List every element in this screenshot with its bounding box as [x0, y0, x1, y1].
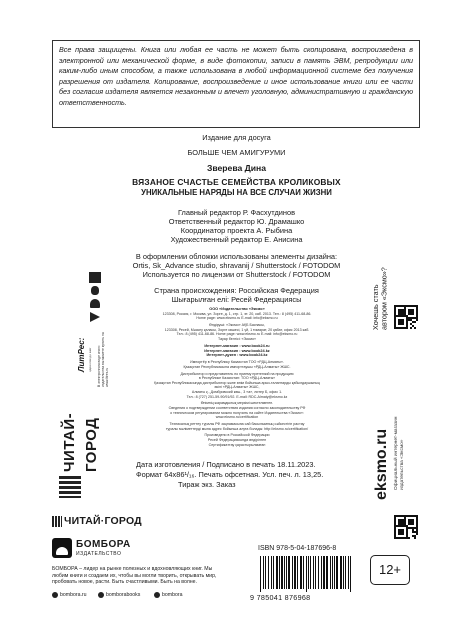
barcode-bar: [326, 556, 328, 589]
barcode-bar: [340, 556, 342, 589]
print-info: [136, 460, 376, 490]
author-call: Хочешь стать автором «Эксмо»?: [371, 267, 389, 330]
bombora-emblem-icon: [52, 538, 72, 558]
print-run: Тираж экз. Заказ: [178, 480, 236, 489]
barcode-bar: [281, 556, 283, 589]
age-rating-badge: 12+: [370, 555, 410, 585]
chitai-gorod-emblem-icon: [52, 516, 62, 527]
barcode-bar: [343, 556, 344, 589]
bombora-logo: [52, 537, 172, 561]
windows-icon: [89, 272, 101, 283]
origin-line: Страна происхождения: Российская Федерация: [154, 286, 319, 295]
editor-line: Главный редактор Р. Фасхутдинов: [177, 208, 296, 217]
fine-print-line: Қазақстан Республикасында дистрибьютор және өнім бойынша арыз-талаптарды қабылдаушының: [154, 380, 320, 385]
fine-print-line: Импортёр в Республику Казахстан ТОО «РДЦ-Алматы».: [190, 360, 284, 365]
telegram-icon: [154, 592, 160, 598]
fine-print-line: Ресей Федерациясында өндірілген: [207, 437, 267, 442]
barcode-bar: [345, 556, 346, 589]
publisher-fine-print: [120, 307, 354, 447]
origin-line: Шығарылған елі: Ресей Федерациясы: [171, 295, 302, 304]
barcode-bar: [284, 556, 285, 589]
barcode-bar: [334, 556, 335, 589]
fine-print-line: Home page: www.eksmo.ru E-mail: info@eksmo.ru: [196, 316, 278, 321]
fine-print-line: Интернет-магазин : www.book24.ru: [204, 343, 270, 348]
rights-notice: Все права защищены. Книга или любая ее часть не может быть скопирована, воспроизведена в электронной или механической форме, в виде фотокопии, записи в память ЭВМ, репродукции или каким-либо иным способом, а также использована в любой информационной системе без получения разрешения от издателя. Копирование, воспроизведение и иное использование книги или ее части без согласия издателя является незаконным и влечет уголовную, административную и гражданскую ответственность.: [52, 40, 420, 128]
credit-line: Используется по лицензии от Shutterstock / FOTODOM: [142, 270, 331, 279]
fine-print-line: Өнімнің жарамдылық мерзімі шектелмеген.: [200, 401, 274, 406]
barcode-bar: [260, 556, 261, 592]
book-subtitle: УНИКАЛЬНЫЕ НАРЯДЫ НА ВСЕ СЛУЧАИ ЖИЗНИ: [141, 188, 332, 197]
apple-icon: [91, 286, 99, 295]
barcode-bar: [350, 556, 351, 592]
barcode-bar: [313, 556, 314, 589]
barcode-bar: [271, 556, 272, 589]
editor-line: Ответственный редактор Ю. Драмашко: [168, 217, 305, 226]
web-icon: [52, 592, 58, 598]
barcode-bar: [292, 556, 293, 589]
barcode-bar: [297, 556, 298, 589]
bombora-sub: ИЗДАТЕЛЬСТВО: [76, 551, 122, 557]
editor-line: Координатор проекта А. Рыбина: [180, 226, 293, 235]
barcode-bar: [288, 556, 290, 589]
barcode-bar: [268, 556, 269, 589]
barcode-bars: [256, 556, 356, 592]
print-date: Дата изготовления / Подписано в печать 18.11.2023.: [136, 460, 316, 469]
barcode-bar: [315, 556, 316, 589]
barcode-bar: [263, 556, 264, 589]
book-title: ВЯЗАНОЕ СЧАСТЬЕ СЕМЕЙСТВА КРОЛИКОВЫХ: [132, 177, 341, 187]
barcode-bar: [265, 556, 266, 589]
eksmo-shop-text: Официальный интернет-магазин издательства «Эксмо»: [394, 416, 405, 490]
barcode-bar: [330, 556, 331, 589]
chitai-gorod-emblem-icon: [59, 476, 81, 498]
android-icon: [90, 299, 100, 308]
barcode-bar: [323, 556, 325, 589]
social-links: [52, 592, 222, 600]
fine-print-line: Техникалық реттеу туралы РФ заңнамасына сай басылымның сәйкестігін растау: [169, 422, 305, 426]
litres-logo: ЛитРес:: [77, 337, 86, 372]
social-link[interactable]: bombora.ru: [60, 592, 87, 598]
barcode-bar: [286, 556, 287, 589]
app-store-icons: [87, 270, 103, 328]
isbn: ISBN 978-5-04-187696-8: [258, 545, 337, 552]
google-play-icon: [90, 312, 100, 322]
litres-tagline: один клик до книг: [88, 347, 92, 372]
fine-print-line: ООО «Издательство «Эксмо»: [209, 307, 265, 311]
author-name: Зверева Дина: [206, 163, 267, 173]
left-vertical-strip: [55, 270, 107, 502]
fine-print-line: в Республике Казахстан: ТОО «РДЦ-Алматы»: [198, 376, 276, 381]
fine-print-line: Өндіруші: «Эксмо» АҚБ Баспасы,: [209, 323, 265, 328]
barcode-bar: [279, 556, 280, 589]
fine-print-line: Дистрибьютор и представитель по приему претензий на продукцию: [180, 371, 294, 376]
chitai-gorod-vertical-logo: [57, 388, 100, 500]
social-link[interactable]: bomborabooks: [106, 592, 141, 598]
author-qr-code[interactable]: [394, 305, 418, 329]
barcode-number: 9 785041 876968: [250, 593, 311, 602]
barcode-bar: [321, 556, 322, 589]
fine-print-line: Тел.: 8 (727) 251-59-90/91/92. E-mail: RDC-Almaty@eksmo.kz: [186, 394, 288, 399]
social-link[interactable]: bombora: [162, 592, 183, 598]
fine-print-line: Интернет-магазин : www.book24.kz: [204, 348, 270, 353]
right-vertical-strip: [370, 250, 420, 560]
fine-print-line: о техническом регулировании можно получить на сайте Издательства «Эксмо»:: [170, 410, 304, 415]
barcode-bar: [300, 556, 302, 589]
editors-block: [0, 208, 473, 244]
editor-line: Художественный редактор Е. Анисина: [170, 235, 303, 244]
fine-print-line: Тел.: 8 (495) 411-68-86. Home page: www.eksmo.ru E-mail: info@eksmo.ru: [176, 332, 298, 337]
fine-print-line: www.eksmo.ru/certification: [215, 415, 259, 420]
fine-print-line: 123308, Россия, г. Москва, ул. Зорге, д. 1, стр. 1, эт. 20, каб. 2013. Тел.: 8 (495) 411-68-86.: [162, 311, 312, 316]
eksmo-site[interactable]: eksmo.ru: [373, 428, 390, 500]
fine-print-line: туралы мәліметтерді мына адрес бойынша алуға болады: http://eksmo.ru/certification/: [165, 426, 309, 431]
fine-print-line: Интернет-дүкен : www.book24.kz: [206, 353, 268, 358]
fine-print-line: 123308, Ресей, Мәскеу қаласы, Зорге көшесі, 1 үй, 1 ғимарат, 20 қабат, офис 2013 каб.: [164, 327, 310, 332]
fine-print-line: Қазақстан Республикасына импорттаушы «РДЦ-Алматы» ЖШС.: [183, 364, 291, 369]
barcode-bar: [332, 556, 333, 589]
barcode-bar: [273, 556, 274, 589]
barcode-bar: [336, 556, 338, 589]
fine-print-line: Сведения о подтверждении соответствия издания согласно законодательству РФ: [168, 406, 306, 411]
fine-print-line: Алматы қ., Домбровский көш., 3 «а», литер Б, офис 1.: [191, 390, 283, 395]
barcode-bar: [318, 556, 319, 589]
fine-print-line: өкілі «РДЦ-Алматы» ЖШС,: [214, 385, 260, 390]
bombora-description: БОМБОРА – лидер на рынке полезных и вдохновляющих книг. Мы любим книги и создаем их, чтобы вы могли творить, открывать мир, пробовать новое, расти. Быть счастливыми. Быть на волне.: [52, 566, 217, 586]
barcode-bar: [308, 556, 309, 589]
barcode-bar: [294, 556, 296, 589]
chitai-gorod-vertical-text: ЧИТАЙ-ГОРОД: [61, 412, 100, 472]
eksmo-qr-code[interactable]: [394, 515, 418, 539]
fine-print-line: Тауар белгісі: «Эксмо»: [218, 336, 256, 341]
barcode-bar: [303, 556, 304, 589]
chitai-gorod-text: ЧИТАЙ·ГОРОД: [64, 515, 142, 527]
barcode: [256, 556, 356, 592]
print-format: Формат 64x86¹/₁₆. Печать офсетная. Усл. печ. л. 13,25.: [136, 470, 324, 479]
barcode-bar: [310, 556, 311, 589]
credit-line: Ortis, Sk_Advance studio, shravanij / Shutterstock / FOTODOM: [132, 261, 341, 270]
credit-line: В оформлении обложки использованы элементы дизайна:: [135, 252, 338, 261]
barcode-bar: [306, 556, 307, 592]
fine-print-line: Сертификаттау қарастырылмаған: [208, 442, 266, 447]
fine-print-line: Произведено в Российской Федерации: [204, 433, 270, 438]
edition-type: Издание для досуга: [202, 133, 271, 142]
chitai-gorod-logo: [52, 515, 162, 529]
barcode-bar: [276, 556, 278, 589]
barcode-bar: [348, 556, 349, 589]
litres-small-text: В электронном виде книги издательства вы можете купить на www.litres.ru: [97, 332, 109, 387]
bombora-name: БОМБОРА: [76, 539, 131, 550]
series-name: БОЛЬШЕ ЧЕМ АМИГУРУМИ: [187, 148, 286, 157]
vk-icon: [98, 592, 104, 598]
